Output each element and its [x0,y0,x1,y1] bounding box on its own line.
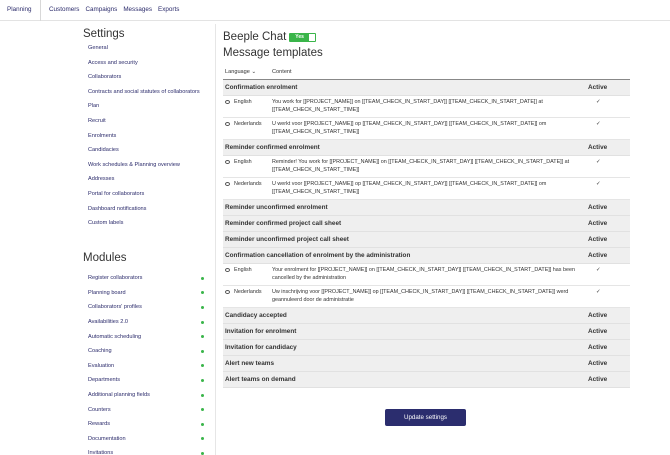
module-label: Collaborators' profiles [88,304,142,311]
active-column-header [586,65,630,79]
module-label: Counters [88,406,111,413]
checkmark-icon: ✓ [586,263,630,285]
template-group-row[interactable] [223,355,630,371]
template-group-row[interactable] [223,371,630,387]
language-cell [223,177,270,199]
template-language-row[interactable] [223,263,630,285]
template-group-name: Alert new teams [223,355,586,371]
modules-title: Modules [83,252,127,264]
language-label-wrap [225,158,268,167]
module-active-dot-icon [201,335,204,338]
language-cell [223,95,270,117]
nav-divider [40,0,41,21]
settings-item[interactable]: Addresses [88,176,115,183]
checkmark-icon: ✓ [586,155,630,177]
module-active-dot-icon [201,423,204,426]
template-group-row[interactable] [223,231,630,247]
language-label-wrap [225,98,268,107]
language-label-wrap [225,288,268,297]
settings-item[interactable]: Access and security [88,59,138,66]
template-group-status: Active [586,355,630,371]
module-active-dot-icon [201,350,204,353]
checkmark-icon: ✓ [586,177,630,199]
settings-item[interactable]: Recruit [88,117,106,124]
template-group-status: Active [586,247,630,263]
table-header [223,65,630,79]
template-language-row[interactable] [223,155,630,177]
module-active-dot-icon [201,394,204,397]
update-settings-button[interactable]: Update settings [385,409,466,426]
template-group-status: Active [586,139,630,155]
language-name: Nederlands [234,288,262,295]
chat-bubble-icon [225,290,230,294]
template-group-name: Candidacy accepted [223,307,586,323]
language-label-wrap [225,180,268,189]
template-group-status: Active [586,79,630,95]
template-language-row[interactable] [223,117,630,139]
module-item[interactable] [88,402,204,417]
module-label: Register collaborators [88,275,143,282]
beeple-chat-title: Beeple Chat [223,31,287,43]
template-group-row[interactable] [223,247,630,263]
template-group-status: Active [586,371,630,387]
module-active-dot-icon [201,452,204,455]
settings-item[interactable]: Dashboard notifications [88,205,147,212]
module-item[interactable] [88,271,204,286]
language-name: English [234,158,252,165]
language-name: English [234,266,252,273]
template-content: U werkt voor [[PROJECT_NAME]] op [[TEAM_CHECK_IN_START_DAY]] [[TEAM_CHECK_IN_START_DATE]] om [[TEAM_CHECK_IN_START_TIME]] [270,177,586,199]
module-item[interactable] [88,388,204,403]
nav-campaigns[interactable]: Campaigns [85,6,118,13]
language-name: Nederlands [234,180,262,187]
module-active-dot-icon [201,306,204,309]
chat-bubble-icon [225,100,230,104]
template-group-status: Active [586,215,630,231]
module-label: Additional planning fields [88,392,150,399]
settings-item[interactable]: Contracts and social statutes of collaborators [88,88,200,95]
module-active-dot-icon [201,379,204,382]
template-group-name: Confirmation enrolment [223,79,586,95]
top-navigation-bar [0,0,670,21]
chat-bubble-icon [225,122,230,126]
module-item[interactable] [88,344,204,359]
nav-planning[interactable]: Planning [7,6,32,13]
main-nav [49,6,179,13]
template-group-row[interactable] [223,323,630,339]
template-group-name: Reminder confirmed enrolment [223,139,586,155]
template-group-row[interactable] [223,215,630,231]
template-group-name: Reminder unconfirmed enrolment [223,199,586,215]
module-item[interactable] [88,373,204,388]
language-cell [223,285,270,307]
toggle-knob [309,33,315,41]
module-item[interactable] [88,315,204,330]
template-group-row[interactable] [223,307,630,323]
language-name: English [234,98,252,105]
settings-item[interactable]: Work schedules & Planning overview [88,161,180,168]
toggle-label: Yes [290,33,309,41]
template-language-row[interactable] [223,95,630,117]
template-group-status: Active [586,307,630,323]
language-cell [223,117,270,139]
template-group-status: Active [586,339,630,355]
template-group-name: Reminder confirmed project call sheet [223,215,586,231]
module-active-dot-icon [201,291,204,294]
module-active-dot-icon [201,364,204,367]
template-group-name: Invitation for candidacy [223,339,586,355]
language-name: Nederlands [234,120,262,127]
module-active-dot-icon [201,277,204,280]
nav-exports[interactable]: Exports [158,6,180,13]
settings-item[interactable]: Portal for collaborators [88,190,145,197]
module-item[interactable] [88,446,204,455]
template-group-name: Reminder unconfirmed project call sheet [223,231,586,247]
chat-bubble-icon [225,182,230,186]
checkmark-icon: ✓ [586,117,630,139]
template-content: Uw inschrijving voor [[PROJECT_NAME]] op [[TEAM_CHECK_IN_START_DAY]] [[TEAM_CHECK_IN_START_DATE]] werd geannuleerd door de administratie [270,285,586,307]
beeple-chat-toggle[interactable] [289,33,316,42]
settings-item[interactable]: Candidacies [88,147,119,154]
module-active-dot-icon [201,321,204,324]
chat-bubble-icon [225,268,230,272]
settings-title: Settings [83,28,125,40]
chat-bubble-icon [225,160,230,164]
template-language-row[interactable] [223,285,630,307]
module-item[interactable] [88,359,204,374]
language-label-wrap [225,266,268,275]
template-group-status: Active [586,199,630,215]
nav-customers[interactable]: Customers [49,6,80,13]
nav-messages[interactable]: Messages [123,6,153,13]
template-content: Reminder! You work for [[PROJECT_NAME]] on [[TEAM_CHECK_IN_START_DAY]] [[TEAM_CHECK_IN_START_DATE]] at [[TEAM_CHECK_IN_START_TIME]] [270,155,586,177]
template-group-name: Confirmation cancellation of enrolment by the administration [223,247,586,263]
templates-table [223,65,630,388]
template-group-row[interactable] [223,79,630,95]
module-label: Invitations [88,450,114,455]
template-group-status: Active [586,323,630,339]
module-label: Coaching [88,348,112,355]
template-content: Your enrolment for [[PROJECT_NAME]] on [[TEAM_CHECK_IN_START_DAY]] [[TEAM_CHECK_IN_START_DATE]] has been cancelled by the administration [270,263,586,285]
column-divider [215,24,216,455]
checkmark-icon: ✓ [586,95,630,117]
settings-item[interactable]: Custom labels [88,220,124,227]
modules-list [88,271,204,455]
module-item[interactable] [88,417,204,432]
settings-item[interactable]: General [88,45,108,51]
template-content: You work for [[PROJECT_NAME]] on [[TEAM_CHECK_IN_START_DAY]] [[TEAM_CHECK_IN_START_DATE]] at [[TEAM_CHECK_IN_START_TIME]] [270,95,586,117]
template-content: U werkt voor [[PROJECT_NAME]] op [[TEAM_CHECK_IN_START_DAY]] [[TEAM_CHECK_IN_START_DATE]] om [[TEAM_CHECK_IN_START_TIME]] [270,117,586,139]
template-group-name: Alert teams on demand [223,371,586,387]
message-templates-title: Message templates [223,47,323,59]
beeple-chat-header [223,29,630,45]
module-label: Planning board [88,289,126,296]
main-content [223,29,630,388]
module-label: Departments [88,377,121,384]
module-label: Documentation [88,435,126,442]
template-group-row[interactable] [223,339,630,355]
language-label-wrap [225,120,268,129]
module-active-dot-icon [201,408,204,411]
module-label: Rewards [88,421,111,428]
language-cell [223,155,270,177]
module-item[interactable] [88,432,204,447]
template-group-row[interactable] [223,139,630,155]
module-label: Availabilities 2.0 [88,319,129,326]
settings-item[interactable]: Enrolments [88,132,117,139]
template-group-row[interactable] [223,199,630,215]
language-cell [223,263,270,285]
module-item[interactable] [88,300,204,315]
settings-list [83,45,213,227]
module-label: Evaluation [88,362,115,369]
content-column-header: Content [272,68,292,75]
settings-item[interactable]: Plan [88,103,100,110]
template-language-row[interactable] [223,177,630,199]
language-column-header[interactable]: Language ⌄ [225,68,257,75]
module-item[interactable] [88,286,204,301]
settings-sidebar [83,28,213,235]
template-group-name: Invitation for enrolment [223,323,586,339]
settings-item[interactable]: Collaborators [88,74,122,81]
checkmark-icon: ✓ [586,285,630,307]
module-active-dot-icon [201,437,204,440]
module-label: Automatic scheduling [88,333,142,340]
module-item[interactable] [88,329,204,344]
template-group-status: Active [586,231,630,247]
